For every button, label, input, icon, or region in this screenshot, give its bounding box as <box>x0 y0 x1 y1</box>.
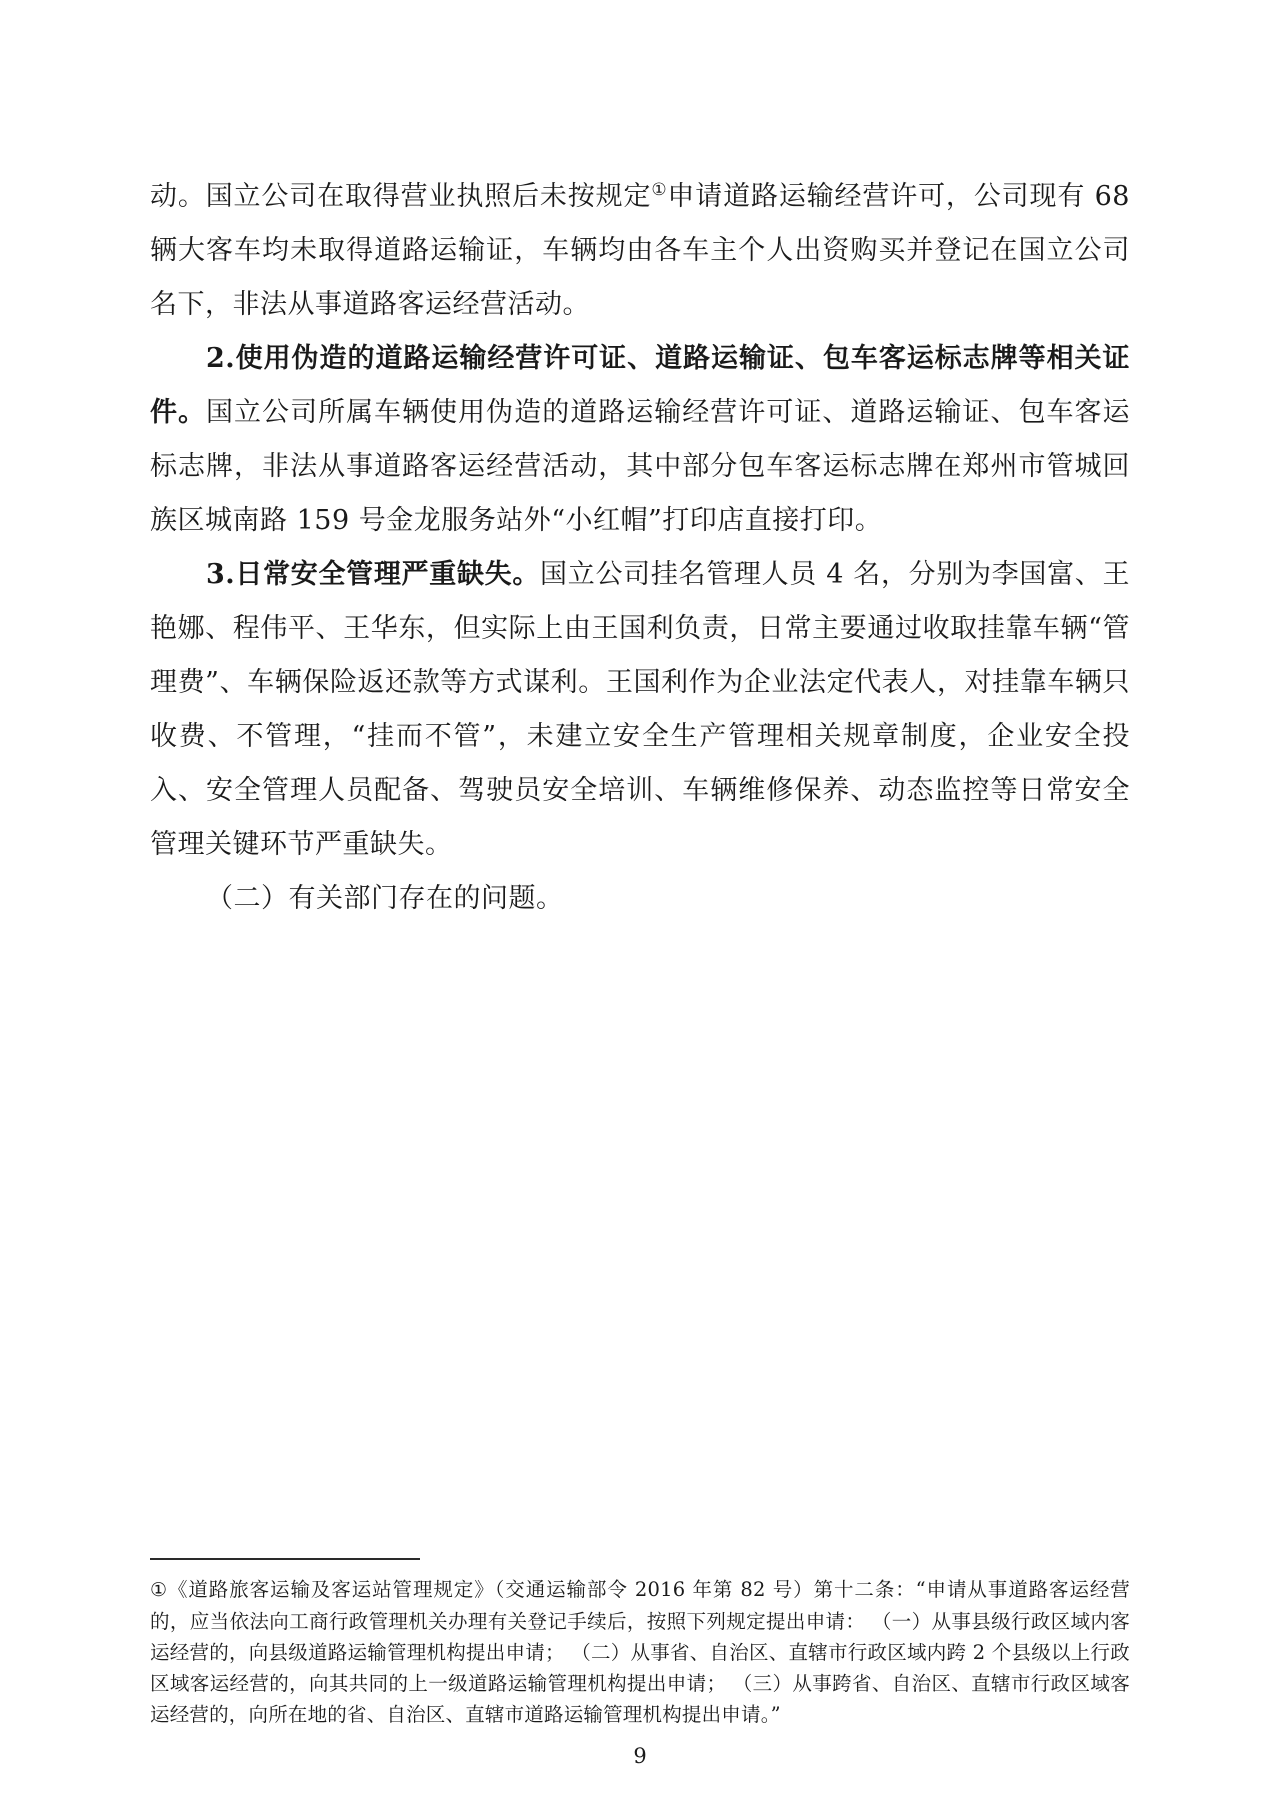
paragraph-3-text: 国立公司挂名管理人员 4 名，分别为李国富、王艳娜、程伟平、王华东，但实际上由王国利负责，日常主要通过收取挂靠车辆“管理费”、车辆保险返还款等方式谋利。王国利作为企业法定代表人，对挂靠车辆只收费、不管理，“挂而不管”，未建立安全生产管理相关规章制度，企业安全投入、安全管理人员配备、驾驶员安全培训、车辆维修保养、动态监控等日常安全管理关键环节严重缺失。 <box>150 559 1131 860</box>
footnote-reference-marker: ① <box>651 180 668 200</box>
paragraph-1 <box>150 170 1130 332</box>
document-body <box>150 170 1130 926</box>
paragraph-2 <box>150 332 1130 548</box>
footnote-separator-rule <box>150 1558 420 1560</box>
paragraph-2-text: 国立公司所属车辆使用伪造的道路运输经营许可证、道路运输证、包车客运标志牌，非法从事道路客运经营活动，其中部分包车客运标志牌在郑州市管城回族区城南路 159 号金龙服务站外“小红帽”打印店直接打印。 <box>150 397 1131 536</box>
footnote-section <box>150 1558 1130 1730</box>
paragraph-2-lead: 2.使用伪造的道路运输经营许可证、道路运输证、包车客运标志牌等相关证件。 <box>150 343 1130 428</box>
paragraph-4 <box>150 872 1130 926</box>
paragraph-1-text-after: 申请道路运输经营许可，公司现有 68 辆大客车均未取得道路运输证，车辆均由各车主个人出资购买并登记在国立公司名下，非法从事道路客运经营活动。 <box>150 181 1130 320</box>
footnote-1 <box>150 1574 1130 1730</box>
paragraph-3 <box>150 548 1130 872</box>
footnote-text: 《道路旅客运输及客运站管理规定》（交通运输部令 2016 年第 82 号）第十二条：“申请从事道路客运经营的，应当依法向工商行政管理机关办理有关登记手续后，按照下列规定提出申请： （一）从事县级行政区域内客运经营的，向县级道路运输管理机构提出申请； （二）从事省、自治区、直辖市行政区域内跨 2 个县级以上行政区域客运经营的，向其共同的上一级道路运输管理机构提出申请； （三）从事跨省、自治区、直辖市行政区域客运经营的，向所在地的省、自治区、直辖市道路运输管理机构提出申请。” <box>150 1578 1130 1726</box>
paragraph-1-text: 动。国立公司在取得营业执照后未按规定 <box>150 181 652 212</box>
page-number: 9 <box>633 1744 647 1768</box>
paragraph-3-lead: 3.日常安全管理严重缺失。 <box>206 559 541 590</box>
paragraph-4-text: （二）有关部门存在的问题。 <box>206 883 564 914</box>
footnote-marker: ① <box>150 1579 168 1601</box>
